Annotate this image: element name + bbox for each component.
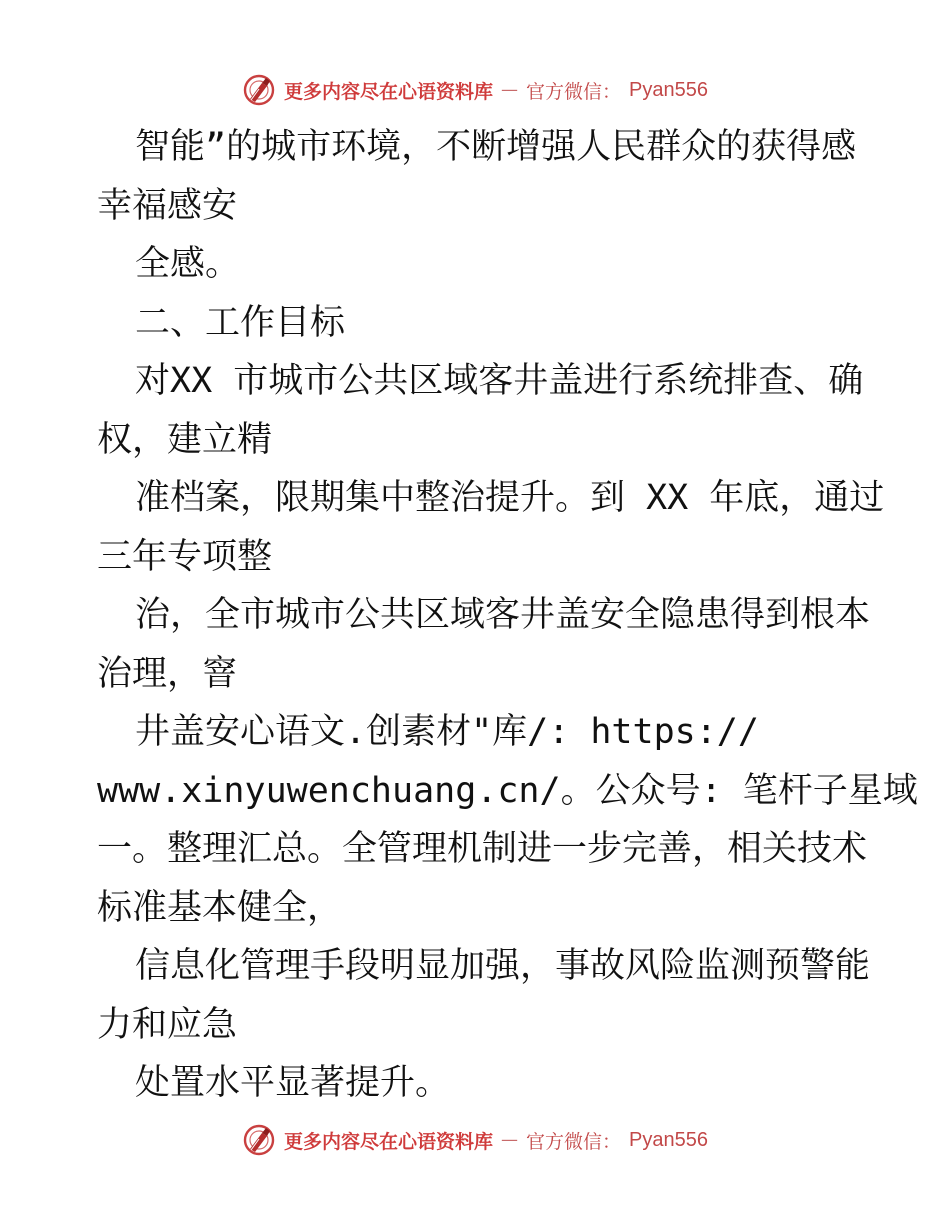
body-line: 三年专项整 [97, 536, 273, 577]
body-line: 信息化管理手段明显加强，事故风险监测预警能 [135, 946, 871, 986]
document-body [97, 118, 918, 1113]
banner-separator: — [501, 80, 519, 100]
body-line: 全感。 [135, 244, 241, 284]
body-line: 智能”的城市环境，不断增强人民群众的获得感 [135, 127, 857, 167]
body-line: 标准基本健全， [97, 887, 343, 928]
banner-promo-text: 更多内容尽在心语资料库 [284, 80, 494, 103]
banner-contact-label: 官方微信： [526, 80, 622, 103]
body-line: 治理，窨 [97, 653, 238, 694]
pen-nib-logo-icon [242, 73, 276, 107]
body-line: 井盖安心语文.创素材"库/: https:// [135, 712, 759, 752]
body-line: 治，全市城市公共区域客井盖安全隐患得到根本 [135, 595, 871, 635]
banner-contact-id: Pyan556 [629, 78, 708, 101]
body-line: 准档案，限期集中整治提升。到 XX 年底，通过 [135, 478, 885, 518]
section-heading: 二、工作目标 [135, 302, 346, 343]
body-line: 处置水平显著提升。 [135, 1063, 451, 1103]
body-line: 力和应急 [97, 1004, 238, 1045]
banner-contact-id: Pyan556 [629, 1128, 708, 1151]
banner-promo-text: 更多内容尽在心语资料库 [284, 1130, 494, 1153]
body-line: www.xinyuwenchuang.cn/。公众号: 笔杆子星域 [97, 770, 918, 811]
body-line: 权，建立精 [97, 419, 273, 460]
body-line: 幸福感安 [97, 185, 238, 226]
header-watermark-banner [0, 70, 950, 110]
body-line: 对XX 市城市公共区域客井盖进行系统排查、确 [135, 361, 864, 401]
banner-contact-label: 官方微信： [526, 1130, 622, 1153]
body-line: 一。整理汇总。全管理机制进一步完善，相关技术 [97, 829, 868, 869]
footer-watermark-banner [0, 1120, 950, 1160]
pen-nib-logo-icon [242, 1123, 276, 1157]
banner-separator: — [501, 1130, 519, 1150]
